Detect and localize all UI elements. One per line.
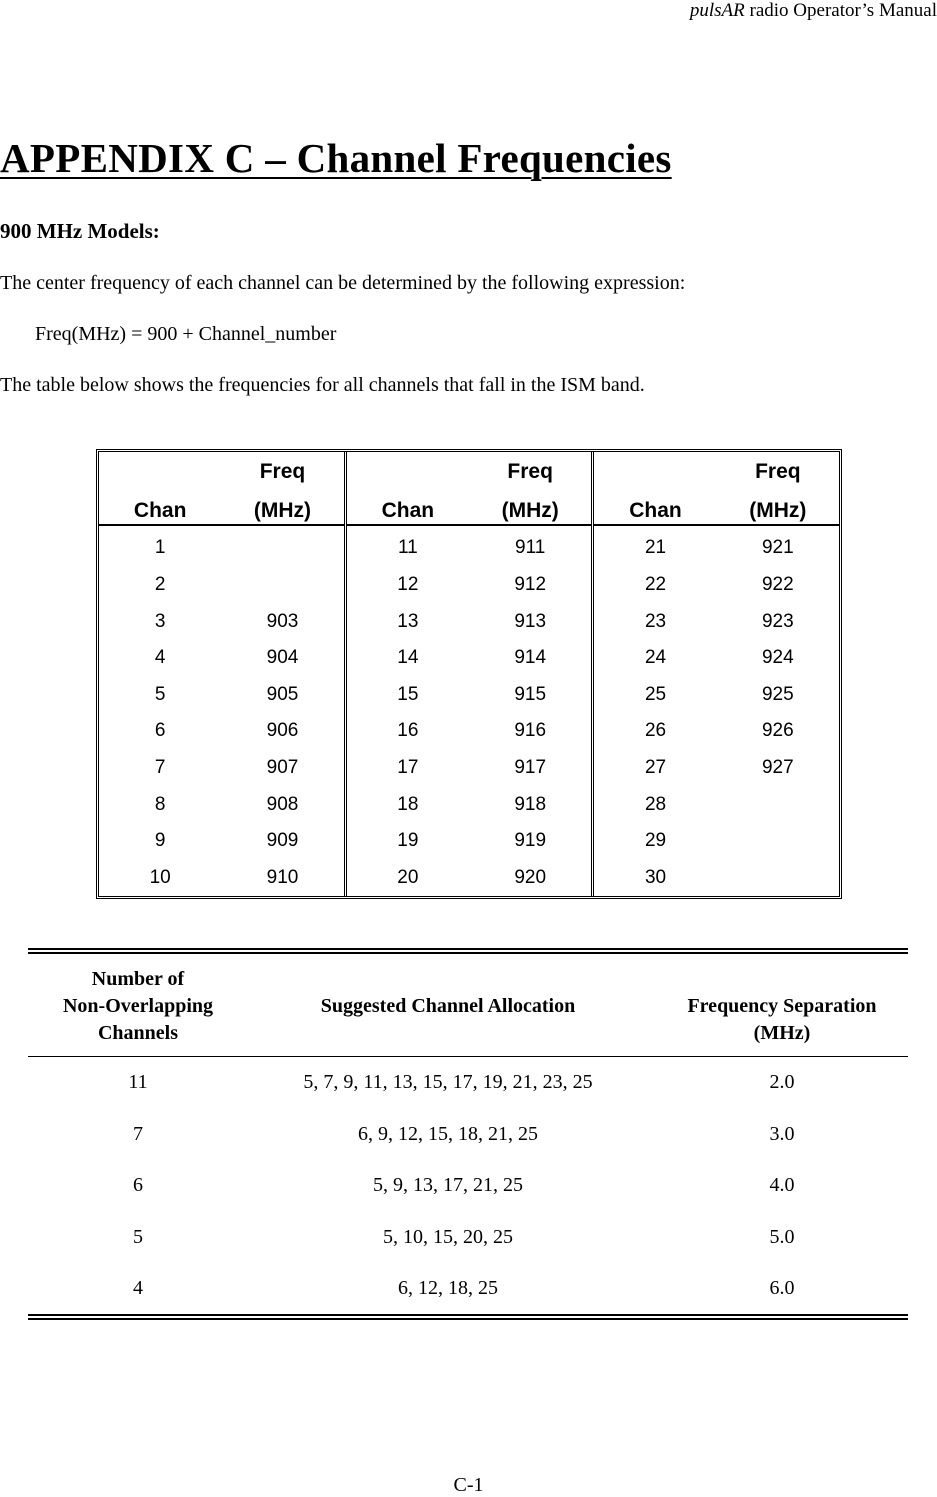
channel-frequency: 906 bbox=[266, 720, 299, 742]
channel-number: 28 bbox=[644, 793, 667, 815]
channel-frequency: 920 bbox=[514, 866, 547, 888]
channel-number: 14 bbox=[397, 647, 419, 669]
table-row bbox=[347, 786, 592, 823]
table-row bbox=[594, 676, 839, 713]
table-row bbox=[594, 786, 839, 823]
table-row bbox=[99, 823, 344, 860]
freq-header bbox=[469, 452, 591, 524]
table-row bbox=[347, 603, 592, 640]
channel-frequency: 908 bbox=[266, 793, 299, 815]
table-row bbox=[28, 1174, 908, 1204]
channel-frequency: 903 bbox=[266, 610, 299, 632]
freq-header-unit: (MHz) bbox=[749, 499, 807, 522]
freq-header-unit: (MHz) bbox=[253, 499, 312, 522]
channel-frequency: 904 bbox=[266, 647, 299, 669]
table-row bbox=[28, 1123, 908, 1153]
col-header-line: Non-Overlapping bbox=[62, 995, 214, 1017]
table-row bbox=[347, 713, 592, 750]
channel-number: 7 bbox=[154, 756, 166, 778]
col-header-line: Frequency Separation bbox=[687, 995, 877, 1017]
channel-number: 23 bbox=[644, 610, 667, 632]
channel-frequency: 924 bbox=[761, 647, 794, 669]
freq-header-unit: (MHz) bbox=[501, 499, 559, 522]
freq-header-label: Freq bbox=[755, 460, 801, 483]
suggested-channels: 5, 10, 15, 20, 25 bbox=[383, 1225, 513, 1248]
intro-paragraph: The center frequency of each channel can be determined by the following expression: bbox=[0, 272, 686, 294]
brand-name: pulsAR bbox=[689, 0, 745, 21]
channel-number: 16 bbox=[397, 720, 419, 742]
channel-number: 25 bbox=[644, 683, 667, 705]
channel-frequency: 910 bbox=[266, 866, 299, 888]
suggested-channels: 5, 9, 13, 17, 21, 25 bbox=[373, 1174, 523, 1196]
formula-line: Freq(MHz) = 900 + Channel_number bbox=[35, 323, 337, 345]
channel-block-body bbox=[347, 526, 592, 896]
freq-header-label: Freq bbox=[507, 460, 553, 483]
col-header-line: Number of bbox=[91, 968, 185, 990]
table-row bbox=[99, 713, 344, 750]
table-row bbox=[347, 640, 592, 677]
col-header-line: Channels bbox=[97, 1022, 179, 1044]
chan-header-label: Chan bbox=[629, 499, 682, 522]
table-row bbox=[347, 676, 592, 713]
table-row bbox=[99, 530, 344, 567]
table-row bbox=[347, 530, 592, 567]
chan-header bbox=[594, 452, 716, 524]
channel-number: 18 bbox=[397, 793, 419, 815]
channel-allocation-table bbox=[28, 948, 908, 1320]
channel-frequency: 922 bbox=[761, 573, 794, 595]
channel-frequency: 925 bbox=[761, 683, 794, 705]
channel-number: 2 bbox=[154, 573, 166, 595]
suggested-channels: 5, 7, 9, 11, 13, 15, 17, 19, 21, 23, 25 bbox=[303, 1071, 593, 1093]
table-row bbox=[28, 1071, 908, 1101]
table-row bbox=[347, 859, 592, 896]
table-top-rule bbox=[28, 948, 908, 954]
non-overlapping-count: 4 bbox=[133, 1277, 143, 1299]
channel-number: 27 bbox=[644, 756, 667, 778]
channel-frequency: 916 bbox=[514, 720, 547, 742]
channel-frequency: 918 bbox=[514, 793, 547, 815]
channel-frequency: 909 bbox=[266, 830, 299, 852]
channel-frequency: 907 bbox=[266, 756, 299, 778]
channel-number: 5 bbox=[154, 683, 166, 705]
table-row bbox=[594, 823, 839, 860]
channel-number: 8 bbox=[154, 793, 166, 815]
table-row bbox=[99, 640, 344, 677]
channel-block-header bbox=[594, 452, 839, 526]
freq-header bbox=[221, 452, 343, 524]
channel-number: 20 bbox=[397, 866, 419, 888]
table-row bbox=[99, 750, 344, 787]
non-overlapping-count: 7 bbox=[133, 1122, 143, 1145]
channel-number: 17 bbox=[397, 756, 419, 778]
table-row bbox=[594, 567, 839, 604]
channel-frequency: 926 bbox=[761, 720, 794, 742]
channel-number: 26 bbox=[644, 720, 667, 742]
channel-block-3 bbox=[591, 452, 839, 896]
channel-block-body bbox=[594, 526, 839, 896]
channel-number: 15 bbox=[397, 683, 419, 705]
channel-number: 13 bbox=[397, 610, 419, 632]
table-bottom-rule bbox=[28, 1314, 908, 1320]
channel-block-1 bbox=[99, 452, 344, 896]
channel-number: 10 bbox=[149, 866, 171, 888]
non-overlapping-count: 5 bbox=[133, 1225, 143, 1248]
table-description: The table below shows the frequencies for all channels that fall in the ISM band. bbox=[0, 374, 645, 396]
table-row bbox=[594, 750, 839, 787]
channel-number: 6 bbox=[154, 720, 166, 742]
col-header-suggested-allocation: Suggested Channel Allocation bbox=[320, 995, 576, 1017]
table-row bbox=[594, 603, 839, 640]
page-number: C-1 bbox=[453, 1474, 484, 1496]
channel-number: 3 bbox=[154, 610, 166, 632]
table-row bbox=[99, 603, 344, 640]
channel-frequency: 921 bbox=[761, 537, 794, 559]
channel-number: 21 bbox=[644, 537, 667, 559]
table-row bbox=[28, 1277, 908, 1307]
table-row bbox=[594, 713, 839, 750]
frequency-separation: 3.0 bbox=[769, 1122, 795, 1145]
chan-header-label: Chan bbox=[381, 499, 435, 522]
channel-block-2 bbox=[344, 452, 592, 896]
frequency-separation: 2.0 bbox=[769, 1071, 795, 1093]
col-header-non-overlapping bbox=[38, 966, 238, 1047]
suggested-channels: 6, 12, 18, 25 bbox=[398, 1277, 498, 1299]
channel-number: 4 bbox=[154, 647, 166, 669]
channel-frequency: 914 bbox=[514, 647, 547, 669]
non-overlapping-count: 11 bbox=[128, 1071, 148, 1093]
channel-frequency: 911 bbox=[515, 537, 546, 559]
col-header-frequency-separation bbox=[658, 993, 906, 1047]
channel-number: 19 bbox=[397, 830, 419, 852]
running-header bbox=[690, 0, 937, 22]
channel-number: 24 bbox=[644, 647, 667, 669]
table-row bbox=[99, 786, 344, 823]
table-row bbox=[347, 567, 592, 604]
table-row bbox=[347, 750, 592, 787]
header-rule bbox=[28, 1056, 908, 1057]
frequency-separation: 6.0 bbox=[769, 1277, 795, 1299]
page-title: APPENDIX C – Channel Frequencies bbox=[0, 135, 672, 181]
freq-header-label: Freq bbox=[259, 460, 306, 483]
channel-frequency: 912 bbox=[514, 573, 547, 595]
channel-number: 11 bbox=[397, 537, 418, 559]
table-row bbox=[99, 567, 344, 604]
frequency-separation: 4.0 bbox=[769, 1174, 795, 1196]
channel-number: 12 bbox=[397, 573, 419, 595]
channel-frequency: 913 bbox=[514, 610, 547, 632]
channel-block-body bbox=[99, 526, 344, 896]
chan-header-label: Chan bbox=[133, 499, 187, 522]
table-row bbox=[347, 823, 592, 860]
channel-number: 30 bbox=[644, 866, 667, 888]
frequency-separation: 5.0 bbox=[769, 1225, 795, 1248]
table-row bbox=[594, 530, 839, 567]
suggested-channels: 6, 9, 12, 15, 18, 21, 25 bbox=[358, 1122, 538, 1145]
channel-number: 29 bbox=[644, 830, 667, 852]
channel-frequency: 917 bbox=[514, 756, 547, 778]
channel-number: 9 bbox=[154, 830, 166, 852]
channel-frequency: 927 bbox=[761, 756, 794, 778]
table-row bbox=[28, 1226, 908, 1256]
channel-frequency: 919 bbox=[514, 830, 547, 852]
channel-frequency: 923 bbox=[761, 610, 794, 632]
table-row bbox=[594, 859, 839, 896]
section-subtitle: 900 MHz Models: bbox=[0, 219, 160, 243]
table-row bbox=[99, 676, 344, 713]
channel-frequency: 905 bbox=[266, 683, 299, 705]
channel-number: 22 bbox=[644, 573, 667, 595]
table-row bbox=[99, 859, 344, 896]
table-row bbox=[594, 640, 839, 677]
chan-header bbox=[347, 452, 469, 524]
non-overlapping-count: 6 bbox=[133, 1174, 143, 1196]
chan-header bbox=[99, 452, 221, 524]
channel-frequency: 915 bbox=[514, 683, 547, 705]
channel-frequency-table bbox=[96, 449, 842, 899]
channel-block-header bbox=[347, 452, 592, 526]
header-rest: radio Operator’s Manual bbox=[744, 0, 937, 21]
freq-header bbox=[717, 452, 839, 524]
channel-number: 1 bbox=[154, 537, 166, 559]
channel-block-header bbox=[99, 452, 344, 526]
col-header-line: (MHz) bbox=[753, 1022, 811, 1044]
